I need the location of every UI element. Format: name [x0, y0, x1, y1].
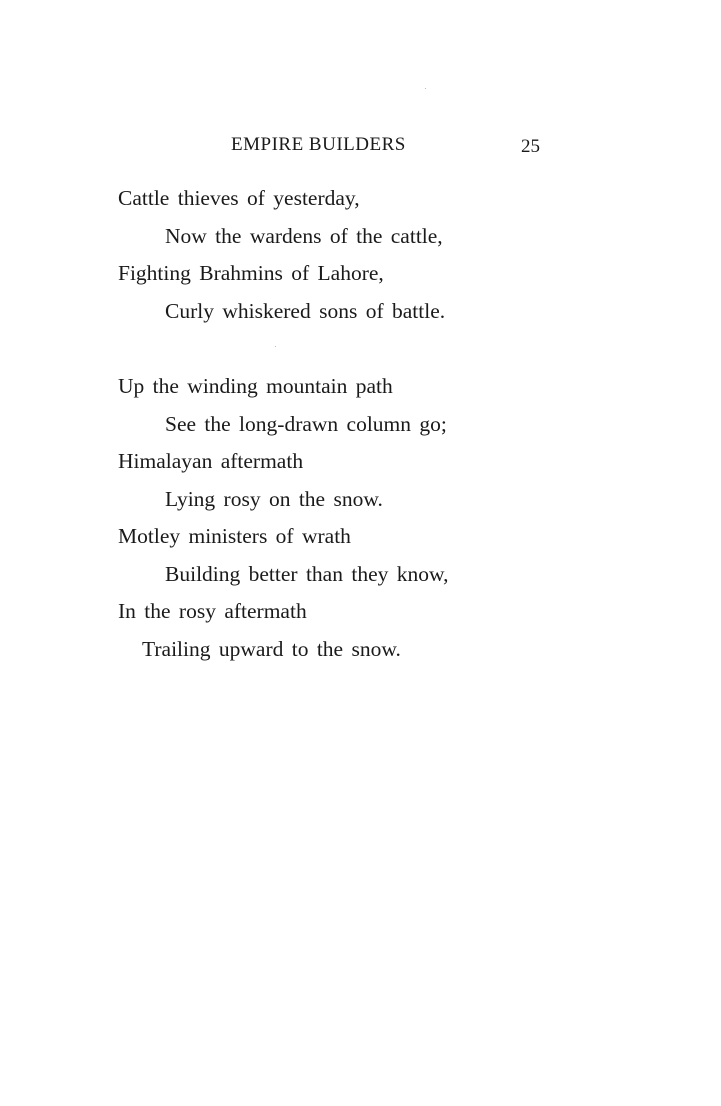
poem-line: In the rosy aftermath	[118, 599, 307, 623]
poem-line: Now the wardens of the cattle,	[165, 223, 443, 248]
poem-line: Curly whiskered sons of battle.	[165, 298, 446, 323]
stanza-1	[118, 184, 538, 334]
poem-line: See the long-drawn column go;	[165, 411, 447, 436]
running-title: EMPIRE BUILDERS	[231, 134, 406, 155]
poem-line: Himalayan aftermath	[118, 449, 304, 473]
page-number: 25	[521, 136, 540, 157]
running-header	[0, 134, 721, 158]
poem-line: Fighting Brahmins of Lahore,	[118, 261, 384, 285]
poem-line: Trailing upward to the snow.	[142, 636, 401, 661]
poem-line: Lying rosy on the snow.	[165, 486, 383, 511]
poem-line: Building better than they know,	[165, 561, 449, 586]
paper-speck	[425, 88, 426, 89]
paper-speck	[275, 346, 276, 347]
poem-line: Cattle thieves of yesterday,	[118, 186, 360, 210]
stanza-2	[118, 372, 538, 672]
poem-line: Motley ministers of wrath	[118, 524, 351, 548]
poem-line: Up the winding mountain path	[118, 374, 393, 398]
